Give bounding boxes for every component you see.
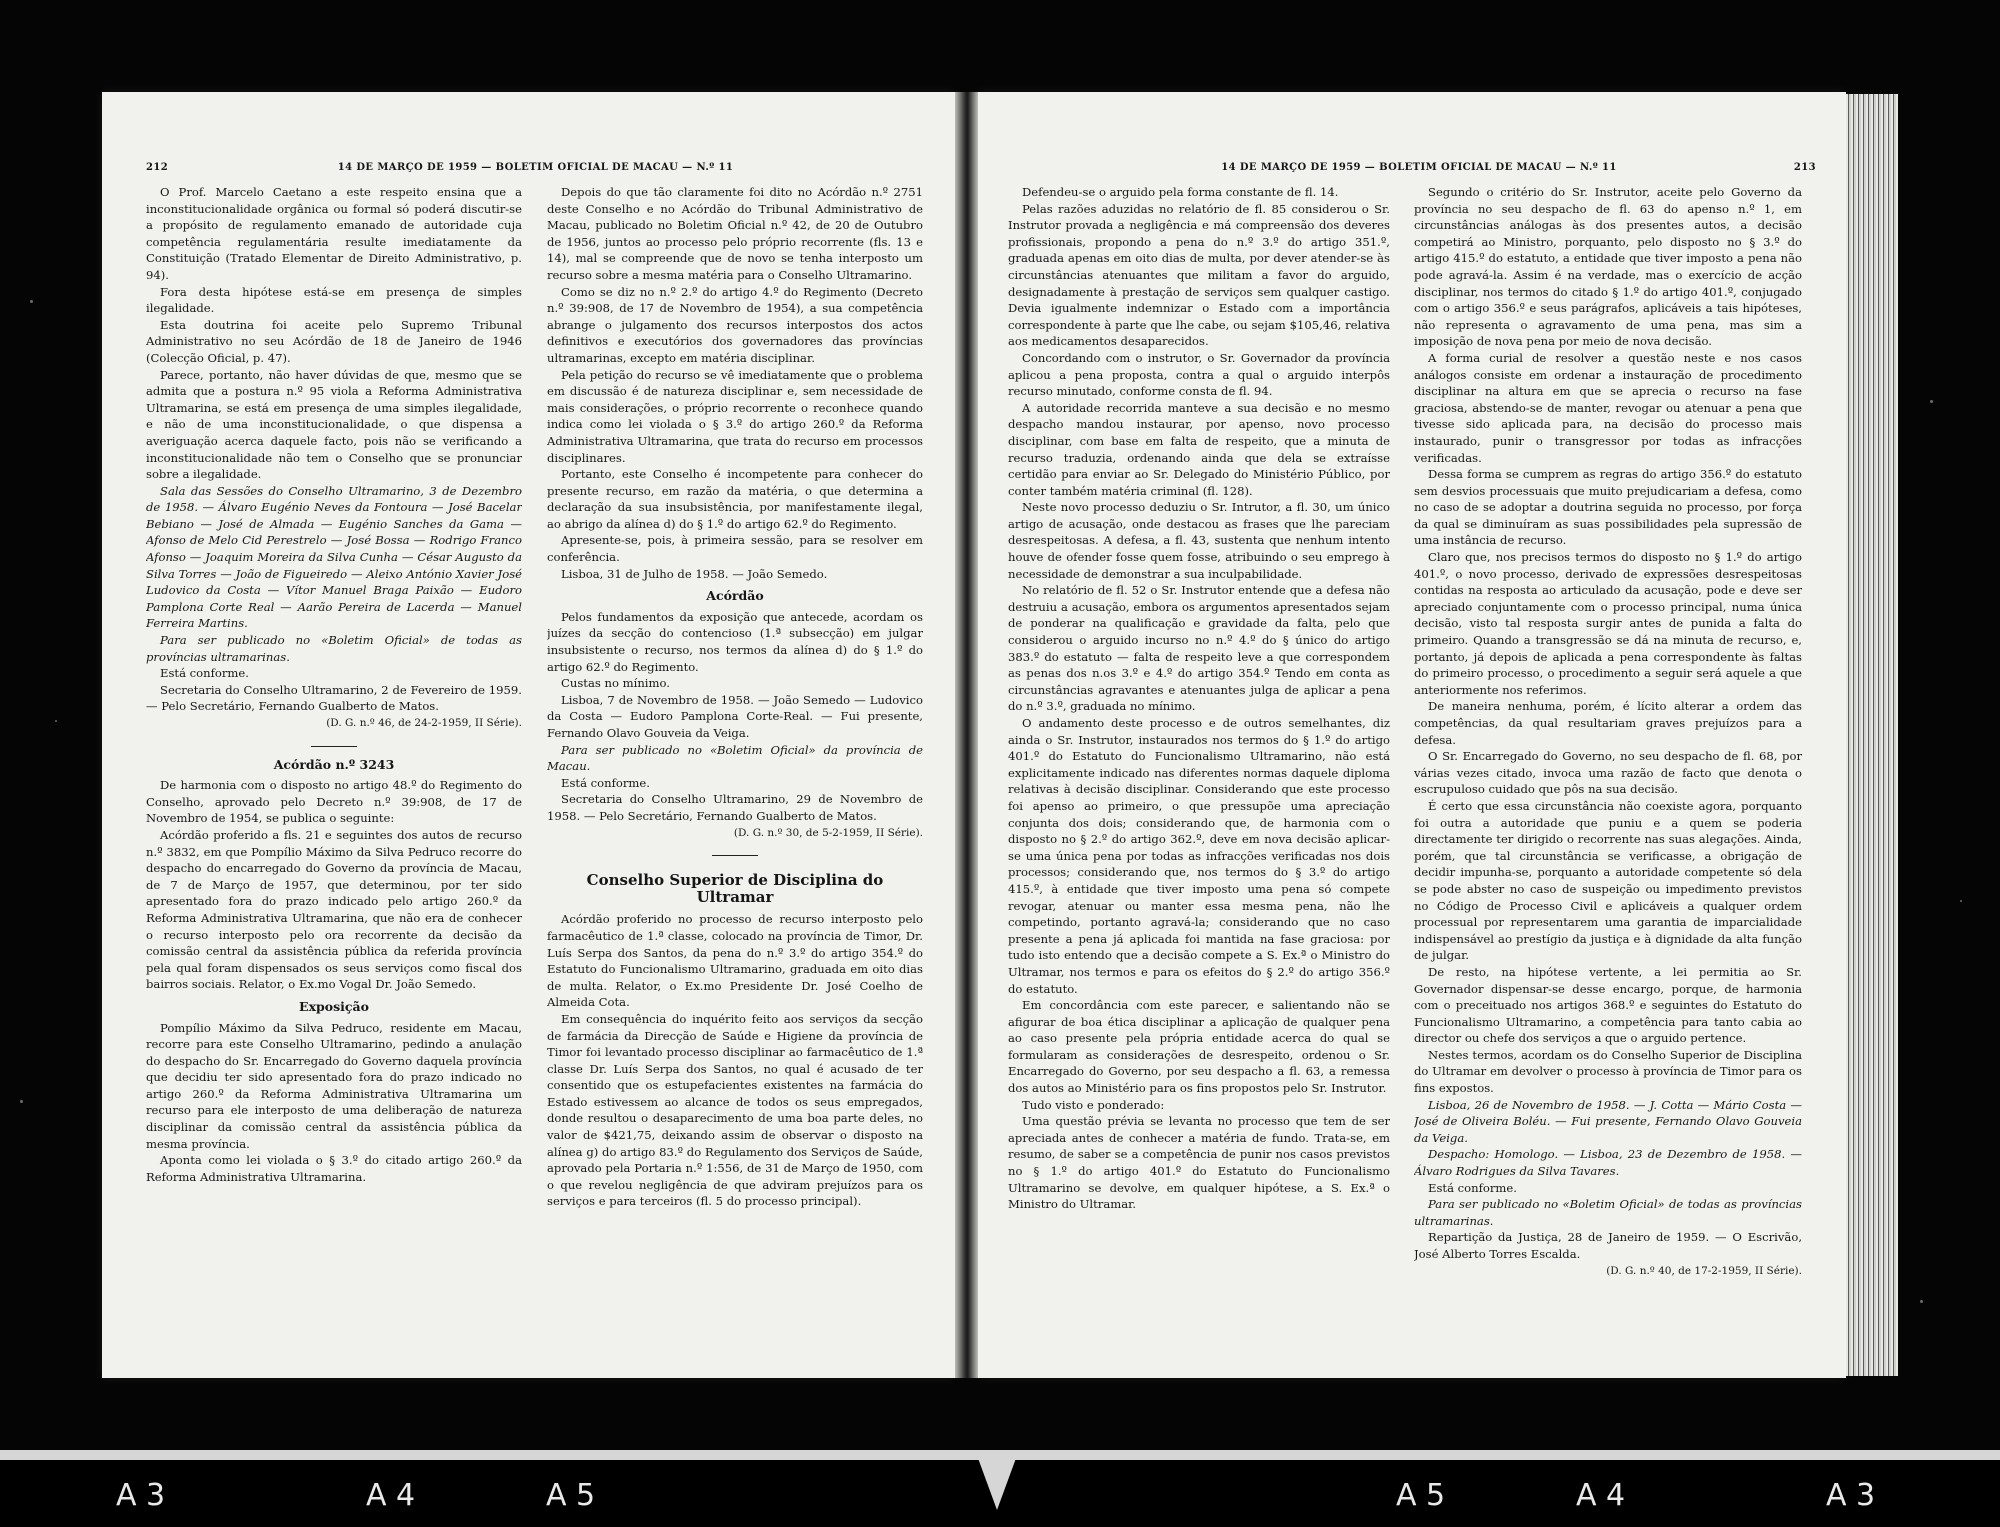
left-page-number: 212 bbox=[146, 162, 169, 173]
left-column-2 bbox=[547, 184, 923, 1334]
left-header bbox=[146, 162, 925, 178]
film-mark-letter: A bbox=[1826, 1478, 1849, 1513]
paragraph: Defendeu-se o arguido pela forma constante de fl. 14. bbox=[1022, 185, 1339, 199]
reference-note: (D. G. n.º 40, de 17-2-1959, II Série). bbox=[1606, 1264, 1802, 1277]
film-notch bbox=[975, 1450, 1019, 1510]
film-mark-digit: 3 bbox=[1856, 1478, 1878, 1513]
book-gutter bbox=[955, 92, 978, 1378]
paragraph: Portanto, este Conselho é incompetente para conhecer do presente recurso, em razão da matéria, o que determina a declaração da sua insubsistência, por manifestamente ilegal, ao abrigo da alínea d) do § 1.º do artigo 62.º do Regimento. bbox=[547, 467, 923, 531]
paragraph: Fora desta hipótese está-se em presença de simples ilegalidade. bbox=[146, 284, 522, 316]
paragraph: Neste novo processo deduziu o Sr. Intrutor, a fl. 30, um único artigo de acusação, onde destacou as frases que lhe pareciam desrespeitosas. A defesa, a fl. 43, sustenta que nenhum intento houve de ofender fosse quem fosse, atribuindo o seu emprego à necessidade de demonstrar a sua inculpabilidade. bbox=[1008, 500, 1390, 581]
film-mark-digit: 5 bbox=[1426, 1478, 1448, 1513]
film-mark-letter: A bbox=[1396, 1478, 1419, 1513]
film-mark-letter: A bbox=[546, 1478, 569, 1513]
signatures-paragraph: Sala das Sessões do Conselho Ultramarino, 3 de Dezembro de 1958. — Álvaro Eugénio Neves da Fontoura — José Bacelar Bebiano — José de Almada — Eugénio Sanches da Gama — Afonso de Melo Cid Perestrelo — José Bossa — Rodrigo Franco Afonso — Joaquim Moreira da Silva Cunha — César Augusto da Silva Torres — João de Figueiredo — Aleixo António Xavier José Ludovico da Costa — Vítor Manuel Braga Paixão — Eudoro Pamplona Corte Real — Aarão Pereira de Lacerda — Manuel Ferreira Martins. bbox=[146, 483, 522, 631]
right-running-header: 14 DE MARÇO DE 1959 — BOLETIM OFICIAL DE MACAU — N.º 11 bbox=[1221, 162, 1617, 173]
reference-note: (D. G. n.º 30, de 5-2-1959, II Série). bbox=[733, 826, 923, 839]
paragraph: Lisboa, 7 de Novembro de 1958. — João Semedo — Ludovico da Costa — Eudoro Pamplona Corte-Real. — Fui presente, Fernando Olavo Gouveia da Veiga. bbox=[547, 692, 923, 740]
paragraph: Claro que, nos precisos termos do disposto no § 1.º do artigo 401.º, o novo processo, derivado de expressões desrespeitosas contidas na resposta ao articulado da acusação, pode e deve ser apreciado conjuntamente com o processo principal, numa única decisão, visto tal resposta surgir antes de punida a falta do primeiro. Quando a transgressão se dá na minuta de recurso, e, portanto, já depois de aplicada a pena correspondente às faltas do primeiro processo, o procedimento a seguir será aquele a que anteriormente nos referimos. bbox=[1414, 550, 1802, 697]
paragraph: De harmonia com o disposto no artigo 48.º do Regimento do Conselho, aprovado pelo Decreto n.º 39:908, de 17 de Novembro de 1954, se publica o seguinte: bbox=[146, 778, 522, 826]
paragraph: Pela petição do recurso se vê imediatamente que o problema em discussão é de natureza disciplinar e, sem necessidade de mais considerações, o próprio recorrente o reconhece quando indica como lei violada o § 3.º do artigo 260.º da Reforma Administrativa Ultramarina, que trata do recurso em processos disciplinares. bbox=[547, 367, 923, 465]
right-page bbox=[978, 92, 1846, 1378]
left-running-header: 14 DE MARÇO DE 1959 — BOLETIM OFICIAL DE MACAU — N.º 11 bbox=[337, 162, 734, 173]
film-speck bbox=[1960, 900, 1962, 902]
paragraph: Custas no mínimo. bbox=[561, 676, 670, 691]
paragraph: Dessa forma se cumprem as regras do artigo 356.º do estatuto sem desvios processuais que muito prejudicariam a defesa, como no caso de se adoptar a doutrina seguida no processo, por força da qual se diminuíram as suas possibilidades pela supressão de uma instância de recurso. bbox=[1414, 467, 1802, 548]
paragraph: No relatório de fl. 52 o Sr. Instrutor entende que a defesa não destruiu a acusação, embora os argumentos apresentados sejam de ponderar na qualificação e gravidade da falta, pelo que considerou o arguido incurso no n.º 4.º do § único do artigo 383.º do estatuto — falta de respeito leve a que correspondem as penas dos n.os 3.º e 4.º do artigo 354.º Tendo em conta as circunstâncias agravantes e atenuantes julga de aplicar a pena do n.º 3.º, graduada no mínimo. bbox=[1008, 583, 1390, 714]
film-mark-digit: 5 bbox=[576, 1478, 598, 1513]
film-strip bbox=[0, 1450, 2000, 1527]
film-speck bbox=[55, 720, 57, 722]
paragraph: Em concordância com este parecer, e salientando não se afigurar de boa ética disciplinar a aplicação de qualquer pena ao caso presente pela própria entidade acerca do qual se formularam as considerações de desrespeito, ordenou o Sr. Encarregado do Governo, por seu despacho a fl. 63, a remessa dos autos ao Ministério para os fins propostos pelo Sr. Instrutor. bbox=[1008, 998, 1390, 1096]
paragraph: De resto, na hipótese vertente, a lei permitia ao Sr. Governador dispensar-se desse encargo, porque, de harmonia com o preceituado nos artigos 368.º e seguintes do Estatuto do Funcionalismo Ultramarino, a competência para tanto cabia ao director ou chefe dos serviços a que o arguido pertence. bbox=[1414, 964, 1802, 1046]
film-mark-digit: 3 bbox=[146, 1478, 168, 1513]
divider bbox=[712, 855, 758, 856]
film-mark-digit: 4 bbox=[1606, 1478, 1628, 1513]
section-heading: Acórdão bbox=[706, 588, 764, 604]
paragraph: De maneira nenhuma, porém, é lícito alterar a ordem das competências, da qual resultariam graves prejuízos para a defesa. bbox=[1414, 699, 1802, 747]
section-title: Conselho Superior de Disciplina do Ultramar bbox=[586, 871, 884, 906]
paragraph: A autoridade recorrida manteve a sua decisão e no mesmo despacho mandou instaurar, por apenso, novo processo disciplinar, com base em falta de respeito, que a minuta de recurso traduzia, ordenando ainda que dela se extraísse certidão para enviar ao Sr. Delegado do Ministério Público, por conter também matéria criminal (fl. 128). bbox=[1008, 400, 1390, 498]
film-speck bbox=[20, 1100, 23, 1103]
paragraph: Acórdão proferido no processo de recurso interposto pelo farmacêutico de 1.ª classe, colocado na província de Timor, Dr. Luís Serpa dos Santos, da pena do n.º 3.º do artigo 354.º do Estatuto do Funcionalismo Ultramarino, graduada em oito dias de multa. Relator, o Ex.mo Presidente Dr. José Coelho de Almeida Cota. bbox=[547, 912, 923, 1010]
paragraph: Repartição da Justiça, 28 de Janeiro de 1959. — O Escrivão, José Alberto Torres Escalda. bbox=[1414, 1230, 1802, 1261]
paragraph: Como se diz no n.º 2.º do artigo 4.º do Regimento (Decreto n.º 39:908, de 17 de Novembro de 1954), a sua competência abrange o julgamento dos recursos interpostos dos actos definitivos e executórios dos governadores das províncias ultramarinas, excepto em matéria disciplinar. bbox=[547, 284, 923, 365]
film-speck bbox=[1930, 400, 1933, 403]
paragraph: Concordando com o instrutor, o Sr. Governador da província aplicou a pena proposta, contra a qual o arguido interpôs recurso minutado, conforme consta de fl. 94. bbox=[1008, 350, 1390, 399]
page-stack-edge bbox=[1846, 94, 1898, 1376]
paragraph: Segundo o critério do Sr. Instrutor, aceite pelo Governo da província no seu despacho de fl. 63 do apenso n.º 1, em circunstâncias análogas às dos presentes autos, a decisão competirá ao Ministro, porquanto, pelo disposto no § 3.º do artigo 415.º do estatuto, a entidade que tiver imposto a pena não pode agravá-la. Assim é na verdade, mas o exercício de acção disciplinar, nos termos do citado § 1.º do artigo 401.º, conjugado com o artigo 356.º e seus parágrafos, aplicáveis a tais hipóteses, não representa o agravamento de uma pena, mas sim a imposição de nova pena por meio de nova decisão. bbox=[1414, 185, 1802, 349]
right-header bbox=[1022, 162, 1816, 178]
paragraph: É certo que essa circunstância não coexiste agora, porquanto foi outra a autoridade que puniu e a quem se poderia directamente ter dirigido o recorrente nas suas alegações. Ainda, porém, que tal circunstância se verificasse, a obrigação de decidir impunha-se, porquanto a autoridade competente só dela se pode abster no caso de suspeição ou impedimento previstos no Código de Processo Civil e aplicáveis a qualquer ordem processual por representarem uma garantia de imparcialidade indispensável ao prestígio da justiça e à dignidade da alta função de julgar. bbox=[1414, 798, 1802, 963]
right-page-number: 213 bbox=[1793, 162, 1816, 173]
right-column-2 bbox=[1414, 184, 1802, 1334]
paragraph: Pelos fundamentos da exposição que antecede, acordam os juízes da secção do contencioso (1.ª subsecção) em julgar insubsistente o recurso, nos termos da alínea d) do § 1.º do artigo 62.º do Regimento. bbox=[547, 609, 923, 674]
right-column-1 bbox=[1008, 184, 1390, 1334]
paragraph: Nestes termos, acordam os do Conselho Superior de Disciplina do Ultramar em devolver o processo à província de Timor para os fins expostos. bbox=[1414, 1047, 1802, 1096]
paragraph: Depois do que tão claramente foi dito no Acórdão n.º 2751 deste Conselho e no Acórdão do Tribunal Administrativo de Macau, publicado no Boletim Oficial n.º 42, de 20 de Outubro de 1956, juntos ao processo pelo próprio recorrente (fls. 13 e 14), mal se compreende que de novo se tenha interposto um recurso sobre a mesma matéria para o Conselho Ultramarino. bbox=[547, 185, 923, 282]
paragraph: Pompílio Máximo da Silva Pedruco, residente em Macau, recorre para este Conselho Ultramarino, pedindo a anulação do despacho do Sr. Encarregado do Governo daquela província que decidiu ter sido apresentado fora do prazo indicado no artigo 260.º da Reforma Administrativa Ultramarina um recurso para ele interposto de uma deliberação de natureza disciplinar da comissão central da assistência pública da mesma província. bbox=[146, 1020, 522, 1151]
publication-note: Para ser publicado no «Boletim Oficial» da província de Macau. bbox=[547, 742, 923, 774]
publication-note: Para ser publicado no «Boletim Oficial» de todas as províncias ultramarinas. bbox=[146, 633, 522, 664]
signatures-paragraph: Lisboa, 26 de Novembro de 1958. — J. Cotta — Mário Costa — José de Oliveira Boléu. — Fui presente, Fernando Olavo Gouveia da Veiga. bbox=[1414, 1097, 1802, 1145]
film-speck bbox=[30, 300, 33, 303]
paragraph: Tudo visto e ponderado: bbox=[1022, 1097, 1165, 1112]
film-speck bbox=[1920, 1300, 1923, 1303]
paragraph: Está conforme. bbox=[160, 666, 249, 681]
paragraph: Pelas razões aduzidas no relatório de fl. 85 considerou o Sr. Instrutor provada a negligência e má compreensão dos deveres profissionais, propondo a pena do n.º 3.º do artigo 351.º, graduada apenas em oito dias de multa, por dever atender-se às circunstâncias atenuantes que militam a favor do arguido, designadamente à prestação de serviços sem qualquer castigo. Devia igualmente indemnizar o Estado com a importância correspondente à parte que lhe cabe, ou sejam $105,46, relativa aos medicamentos desaparecidos. bbox=[1008, 201, 1390, 349]
subheading: Exposição bbox=[299, 998, 369, 1014]
reference-note: (D. G. n.º 46, de 24-2-1959, II Série). bbox=[326, 717, 522, 729]
film-mark-letter: A bbox=[1576, 1478, 1599, 1513]
film-mark-letter: A bbox=[366, 1478, 389, 1513]
divider bbox=[311, 746, 357, 747]
paragraph: Parece, portanto, não haver dúvidas de que, mesmo que se admita que a postura n.º 95 viola a Reforma Administrativa Ultramarina, se está em presença de uma simples ilegalidade, e não de uma inconstitucionalidade, o que dispensa a averiguação acerca daquele facto, pois não se verificando a inconstitucionalidade não tem o Conselho que se pronunciar sobre a ilegalidade. bbox=[146, 367, 522, 482]
paragraph: Esta doutrina foi aceite pelo Supremo Tribunal Administrativo no seu Acórdão de 18 de Janeiro de 1946 (Colecção Oficial, p. 47). bbox=[146, 317, 522, 365]
paragraph: Acórdão proferido a fls. 21 e seguintes dos autos de recurso n.º 3832, em que Pompílio Máximo da Silva Pedruco recorre do despacho do encarregado do Governo da província de Macau, de 7 de Março de 1957, que determinou, por ter sido apresentado fora do prazo indicado pelo artigo 260.º da Reforma Administrativa Ultramarina, que não era de conhecer o recurso interposto pelo ora recorrente da decisão da comissão central da assistência pública da referida província pela qual foram dispensados os seus serviços como fiscal dos bairros sociais. Relator, o Ex.mo Vogal Dr. João Semedo. bbox=[146, 827, 522, 992]
left-page bbox=[102, 92, 955, 1378]
left-column-1 bbox=[146, 184, 522, 1334]
paragraph: O Prof. Marcelo Caetano a este respeito ensina que a inconstitucionalidade orgânica ou formal só poderá discutir-se a propósito de regulamento emanado de autoridade cuja competência regulamentária resulte imediatamente da Constituição (Tratado Elementar de Direito Administrativo, p. 94). bbox=[146, 185, 522, 282]
paragraph: Apresente-se, pois, à primeira sessão, para se resolver em conferência. bbox=[547, 533, 923, 565]
section-heading: Acórdão n.º 3243 bbox=[273, 756, 395, 772]
paragraph: Uma questão prévia se levanta no processo que tem de ser apreciada antes de conhecer a matéria de fundo. Trata-se, em resumo, de saber se a competência de punir nos casos previstos no § 1.º do artigo 401.º do Estatuto do Funcionalismo Ultramarino se devolve, em qualquer hipótese, a S. Ex.ª o Ministro do Ultramar. bbox=[1008, 1114, 1390, 1212]
paragraph: Está conforme. bbox=[1428, 1180, 1517, 1195]
publication-note: Para ser publicado no «Boletim Oficial» de todas as províncias ultramarinas. bbox=[1414, 1197, 1802, 1228]
paragraph: Aponta como lei violada o § 3.º do citado artigo 260.º da Reforma Administrativa Ultramarina. bbox=[146, 1153, 522, 1184]
paragraph: Lisboa, 31 de Julho de 1958. — João Semedo. bbox=[561, 566, 828, 581]
dispatch-paragraph: Despacho: Homologo. — Lisboa, 23 de Dezembro de 1958. — Álvaro Rodrigues da Silva Tavares. bbox=[1414, 1147, 1802, 1179]
paragraph: Secretaria do Conselho Ultramarino, 29 de Novembro de 1958. — Pelo Secretário, Fernando Gualberto de Matos. bbox=[547, 792, 923, 823]
paragraph: O andamento deste processo e de outros semelhantes, diz ainda o Sr. Instrutor, instaurados nos termos do § 1.º do artigo 401.º do Estatuto do Funcionalismo Ultramarino, não está explicitamente indicado nas diferentes normas daquele diploma relativas à decisão disciplinar. Considerando que este processo foi apenso ao primeiro, o que pressupõe uma apreciação conjunta dos dois; considerando que, de harmonia com o disposto no § 2.º do artigo 362.º, deve em nova decisão aplicar-se uma única pena por todas as infracções verificadas nos dois processos; considerando que, nos termos do § 3.º do artigo 415.º, à entidade que tiver imposto uma pena só compete revogar, atenuar ou manter essa mesma pena, não lhe competindo, portanto agravá-la; considerando que no caso presente a pena já aplicada foi mantida na fase graciosa: por tudo isto entendo que a decisão compete a S. Ex.ª o Ministro do Ultramar, nos termos e para os efeitos do § 2.º do artigo 356.º do estatuto. bbox=[1008, 716, 1390, 996]
paragraph: Secretaria do Conselho Ultramarino, 2 de Fevereiro de 1959. — Pelo Secretário, Fernando Gualberto de Matos. bbox=[146, 682, 522, 714]
paragraph: O Sr. Encarregado do Governo, no seu despacho de fl. 68, por várias vezes citado, invoca uma razão de facto que denota o escrupuloso cuidado que pôs na sua decisão. bbox=[1414, 749, 1802, 797]
paragraph: A forma curial de resolver a questão neste e nos casos análogos consiste em ordenar a instauração de procedimento disciplinar na altura em que se aprecia o recurso na fase graciosa, abstendo-se de manter, revogar ou atenuar a pena que tivesse sido aplicada para, na decisão do processo mais instaurado, punir o transgressor por todas as infracções verificadas. bbox=[1414, 350, 1802, 465]
paragraph: Em consequência do inquérito feito aos serviços da secção de farmácia da Direcção de Saúde e Higiene da província de Timor foi levantado processo disciplinar ao farmacêutico de 1.ª classe Dr. Luís Serpa dos Santos, no qual é acusado de ter consentido que os estupefacientes existentes na farmácia do Estado estivessem ao alcance de todos os seus empregados, donde resultou o desaparecimento de uma boa parte deles, no valor de $421,75, deixando assim de observar o disposto na alínea g) do artigo 83.º do Regulamento dos Serviços de Saúde, aprovado pela Portaria n.º 1:556, de 31 de Março de 1950, com o que revelou negligência de que adviram prejuízos para os serviços e para terceiros (fl. 5 do processo principal). bbox=[547, 1011, 923, 1209]
film-mark-letter: A bbox=[116, 1478, 139, 1513]
film-mark-digit: 4 bbox=[396, 1478, 418, 1513]
paragraph: Está conforme. bbox=[561, 775, 650, 790]
